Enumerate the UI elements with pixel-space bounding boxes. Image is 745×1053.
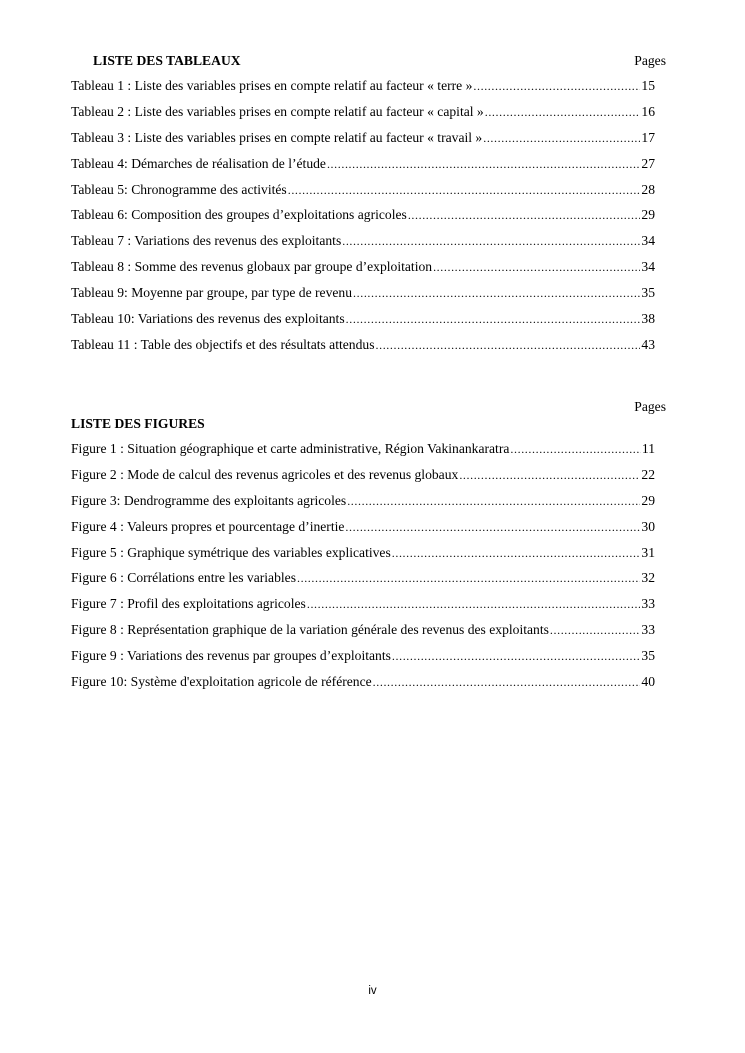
figure-toc-entry-page-number: 32: [641, 570, 655, 586]
table-toc-entry-label: Tableau 2 : Liste des variables prises en compte relatif au facteur « capital »: [71, 103, 484, 119]
figures-pages-label: Pages: [634, 399, 666, 414]
table-toc-entry-label: Tableau 6: Composition des groupes d’exploitations agricoles: [71, 207, 407, 223]
dot-leader: [307, 596, 641, 612]
table-toc-entry[interactable]: [71, 285, 655, 311]
dot-leader: [510, 441, 641, 457]
figure-toc-entry[interactable]: [71, 674, 655, 700]
figure-toc-entry-page-number: 31: [641, 544, 655, 560]
dot-leader: [433, 259, 640, 275]
figure-toc-entry-label: Figure 6 : Corrélations entre les variables: [71, 570, 296, 586]
figure-toc-entry[interactable]: [71, 648, 655, 674]
figure-toc-entry-page-number: 33: [641, 622, 655, 638]
table-toc-entry[interactable]: [71, 104, 655, 130]
figure-toc-entry-label: Figure 2 : Mode de calcul des revenus agricoles et des revenus globaux: [71, 466, 459, 482]
dot-leader: [392, 545, 641, 561]
figure-toc-entry[interactable]: [71, 441, 655, 467]
dot-leader: [485, 104, 641, 120]
dot-leader: [376, 337, 641, 353]
dot-leader: [392, 648, 641, 664]
figure-toc-entry[interactable]: [71, 519, 655, 545]
dot-leader: [459, 467, 640, 483]
table-toc-entry-page-number: 16: [641, 103, 655, 119]
dot-leader: [342, 233, 640, 249]
figures-section-title: LISTE DES FIGURES: [71, 416, 205, 431]
figure-toc-entry[interactable]: [71, 622, 655, 648]
table-toc-entry[interactable]: [71, 259, 655, 285]
table-toc-entry[interactable]: [71, 311, 655, 337]
dot-leader: [473, 78, 640, 94]
table-toc-entry-label: Tableau 11 : Table des objectifs et des résultats attendus: [71, 336, 375, 352]
dot-leader: [483, 130, 640, 146]
figure-toc-entry-page-number: 30: [641, 518, 655, 534]
dot-leader: [297, 570, 640, 586]
table-toc-entry[interactable]: [71, 233, 655, 259]
table-toc-entry[interactable]: [71, 78, 655, 104]
figure-toc-entry-label: Figure 10: Système d'exploitation agricole de référence: [71, 674, 372, 690]
figure-toc-entry-page-number: 35: [641, 648, 655, 664]
figure-toc-entry-page-number: 11: [641, 441, 655, 456]
figure-toc-entry-label: Figure 1 : Situation géographique et carte administrative, Région Vakinankaratra: [71, 441, 510, 456]
table-toc-entry-label: Tableau 9: Moyenne par groupe, par type de revenu: [71, 285, 353, 301]
table-toc-entry-page-number: 27: [641, 155, 655, 171]
table-toc-entry[interactable]: [71, 156, 655, 182]
figure-toc-entry-label: Figure 8 : Représentation graphique de la variation générale des revenus des exploitants: [71, 622, 549, 638]
tables-section-title: LISTE DES TABLEAUX: [93, 53, 241, 68]
table-toc-entry[interactable]: [71, 130, 655, 156]
table-toc-entry[interactable]: [71, 182, 655, 208]
dot-leader: [347, 493, 640, 509]
figure-toc-entry-page-number: 40: [641, 674, 655, 690]
table-toc-entry-page-number: 15: [641, 78, 655, 93]
tables-toc-list: [71, 78, 655, 363]
dot-leader: [327, 156, 640, 172]
figure-toc-entry[interactable]: [71, 493, 655, 519]
dot-leader: [288, 182, 641, 198]
figure-toc-entry-page-number: 22: [641, 466, 655, 482]
table-toc-entry-label: Tableau 8 : Somme des revenus globaux par groupe d’exploitation: [71, 259, 433, 275]
table-toc-entry-page-number: 34: [641, 259, 655, 275]
table-toc-entry-label: Tableau 4: Démarches de réalisation de l’étude: [71, 155, 326, 171]
table-toc-entry-label: Tableau 3 : Liste des variables prises en compte relatif au facteur « travail »: [71, 129, 483, 145]
table-toc-entry-label: Tableau 7 : Variations des revenus des exploitants: [71, 233, 342, 249]
footer-page-number: iv: [368, 985, 377, 997]
dot-leader: [373, 674, 641, 690]
figure-toc-entry-label: Figure 4 : Valeurs propres et pourcentage d’inertie: [71, 518, 345, 534]
table-toc-entry-page-number: 35: [641, 285, 655, 301]
dot-leader: [408, 207, 641, 223]
table-toc-entry-label: Tableau 10: Variations des revenus des exploitants: [71, 311, 345, 327]
figure-toc-entry-page-number: 33: [641, 596, 655, 612]
table-toc-entry-page-number: 17: [641, 129, 655, 145]
figures-toc-list: [71, 441, 655, 700]
table-toc-entry[interactable]: [71, 207, 655, 233]
table-toc-entry-page-number: 43: [641, 336, 655, 352]
figure-toc-entry-label: Figure 7 : Profil des exploitations agricoles: [71, 596, 306, 612]
table-toc-entry-page-number: 28: [641, 181, 655, 197]
table-toc-entry-label: Tableau 1 : Liste des variables prises en compte relatif au facteur « terre »: [71, 78, 473, 93]
figure-toc-entry-label: Figure 5 : Graphique symétrique des variables explicatives: [71, 544, 391, 560]
table-toc-entry-label: Tableau 5: Chronogramme des activités: [71, 181, 287, 197]
figure-toc-entry[interactable]: [71, 596, 655, 622]
tables-pages-label: Pages: [634, 53, 666, 68]
table-toc-entry-page-number: 34: [641, 233, 655, 249]
table-toc-entry-page-number: 38: [641, 311, 655, 327]
figure-toc-entry-label: Figure 3: Dendrogramme des exploitants agricoles: [71, 492, 347, 508]
figure-toc-entry[interactable]: [71, 545, 655, 571]
dot-leader: [353, 285, 640, 301]
figure-toc-entry[interactable]: [71, 467, 655, 493]
table-toc-entry[interactable]: [71, 337, 655, 363]
figure-toc-entry-label: Figure 9 : Variations des revenus par groupes d’exploitants: [71, 648, 391, 664]
table-toc-entry-page-number: 29: [641, 207, 655, 223]
figure-toc-entry-page-number: 29: [641, 492, 655, 508]
dot-leader: [345, 519, 640, 535]
dot-leader: [346, 311, 641, 327]
figure-toc-entry[interactable]: [71, 570, 655, 596]
dot-leader: [550, 622, 641, 638]
